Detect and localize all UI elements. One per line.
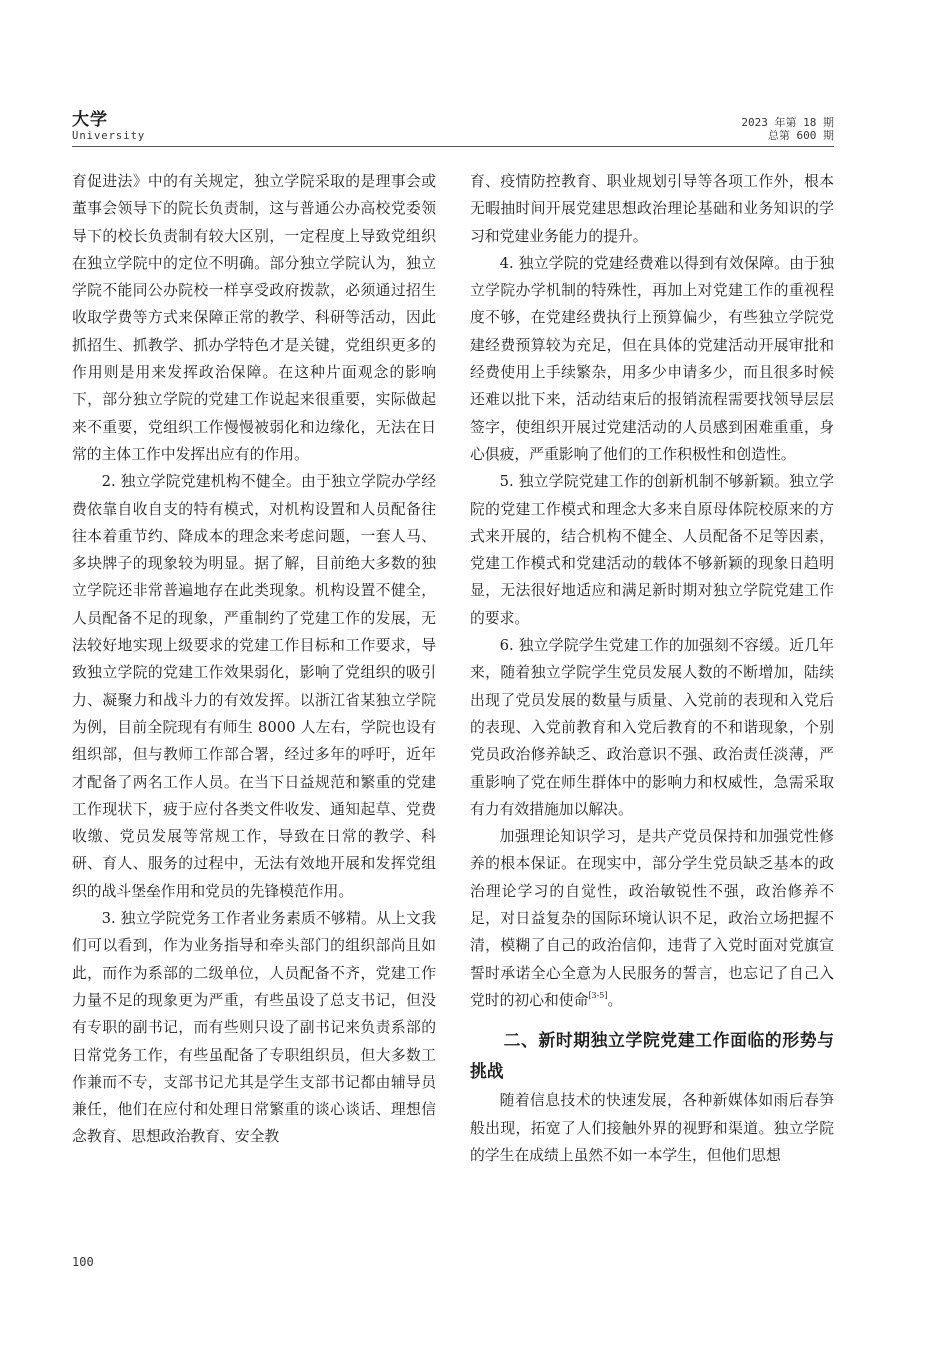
paragraph: 6. 独立学院学生党建工作的加强刻不容缓。近几年来，随着独立学院学生党员发展人数的不断增加，陆续出现了党员发展的数量与质量、入党前的表现和入党后的表现、入党前教育和入党后教育的不和谐现象，个别党员政治修养缺乏、政治意识不强、政治责任淡薄，严重影响了党在师生群体中的影响力和权威性，急需采取有力有效措施加以解决。 [470, 637, 834, 818]
right-column [470, 168, 834, 1169]
issue-number: 2023 年第 18 期 [741, 116, 834, 129]
paragraph: 2. 独立学院党建机构不健全。由于独立学院办学经费依靠自收自支的特有模式，对机构设置和人员配备往往本着重节约、降成本的理念来考虑问题，一套人马、多块牌子的现象较为明显。据了解，目前绝大多数的独立学院还非常普遍地存在此类现象。机构设置不健全，人员配备不足的现象，严重制约了党建工作的发展，无法较好地实现上级要求的党建工作目标和工作要求，导致独立学院的党建工作效果弱化，影响了党组织的吸引力、凝聚力和战斗力的有效发挥。以浙江省某独立学院为例，目前全院现有有师生 8000 人左右，学院也设有组织部，但与教师工作部合署，经过多年的呼吁，近年才配备了两名工作人员。在当下日益规范和繁重的党建工作现状下，疲于应付各类文件收发、通知起草、党费收缴、党员发展等常规工作，导致在日常的教学、科研、育人、服务的过程中，无法有效地开展和发挥党组织的战斗堡垒作用和党员的先锋模范作用。 [72, 473, 436, 900]
paragraph-text: 加强理论知识学习，是共产党员保持和加强党性修养的根本保证。在现实中，部分学生党员缺乏基本的政治理论学习的自觉性，政治敏锐性不强，政治修养不足，对日益复杂的国际环境认识不足，政治立场把握不清，模糊了自己的政治信仰，违背了入党时面对党旗宣誓时承诺全心全意为人民服务的誓言，也忘记了自己入党时的初心和使命 [470, 828, 834, 1009]
section-heading: 二、新时期独立学院党建工作面临的形势与挑战 [470, 1030, 834, 1082]
journal-title-en: University [72, 130, 146, 142]
paragraph: 5. 独立学院党建工作的创新机制不够新颖。独立学院的党建工作模式和理念大多来自原母体院校原来的方式来开展的，结合机构不健全、人员配备不足等因素，党建工作模式和党建活动的载体不够新颖的现象日趋明显，无法很好地适应和满足新时期对独立学院党建工作的要求。 [470, 473, 834, 627]
left-column [72, 168, 436, 1151]
journal-masthead [72, 110, 145, 142]
total-issue-number: 总第 600 期 [767, 129, 834, 142]
paragraph: 育、疫情防控教育、职业规划引导等各项工作外，根本无暇抽时间开展党建思想政治理论基础和业务知识的学习和党建业务能力的提升。 [470, 173, 834, 245]
paragraph: 3. 独立学院党务工作者业务素质不够精。从上文我们可以看到，作为业务指导和牵头部门的组织部尚且如此，而作为系部的二级单位，人员配备不齐，党建工作力量不足的现象更为严重，有些虽设了总支书记，但没有专职的副书记，而有些则只设了副书记来负责系部的日常党务工作，有些虽配备了专职组织员，但大多数工作兼而不专，支部书记尤其是学生支部书记都由辅导员兼任，他们在应付和处理日常繁重的谈心谈话、理想信念教育、思想政治教育、安全教 [72, 910, 436, 1146]
header-divider [72, 146, 834, 147]
paragraph [470, 823, 834, 1014]
page-number: 100 [72, 1255, 94, 1269]
issue-info [741, 116, 834, 142]
journal-title-cn: 大学 [72, 110, 108, 130]
paragraph-tail: 。 [607, 991, 623, 1009]
citation-reference: [3-5] [588, 990, 608, 1000]
paragraph: 4. 独立学院的党建经费难以得到有效保障。由于独立学院办学机制的特殊性，再加上对党建工作的重视程度不够，在党建经费执行上预算偏少，有些独立学院党建经费预算较为充足，但在具体的党建活动开展审批和经费使用上手续繁杂，用多少申请多少，而且很多时候还难以批下来，活动结束后的报销流程需要找领导层层签字，使组织开展过党建活动的人员感到困难重重，身心俱疲，严重影响了他们的工作积极性和创造性。 [470, 254, 834, 463]
paragraph: 随着信息技术的快速发展，各种新媒体如雨后春笋般出现，拓宽了人们接触外界的视野和渠道。独立学院的学生在成绩上虽然不如一本学生，但他们思想 [470, 1092, 834, 1164]
paragraph: 育促进法》中的有关规定，独立学院采取的是理事会或董事会领导下的院长负责制，这与普通公办高校党委领导下的校长负责制有较大区别，一定程度上导致党组织在独立学院中的定位不明确。部分独立学院认为，独立学院不能同公办院校一样享受政府拨款，必须通过招生收取学费等方式来保障正常的教学、科研等活动，因此抓招生、抓教学、抓办学特色才是关键，党组织更多的作用则是用来发挥政治保障。在这种片面观念的影响下，部分独立学院的党建工作说起来很重要，实际做起来不重要，党组织工作慢慢被弱化和边缘化，无法在日常的主体工作中发挥出应有的作用。 [72, 173, 436, 463]
